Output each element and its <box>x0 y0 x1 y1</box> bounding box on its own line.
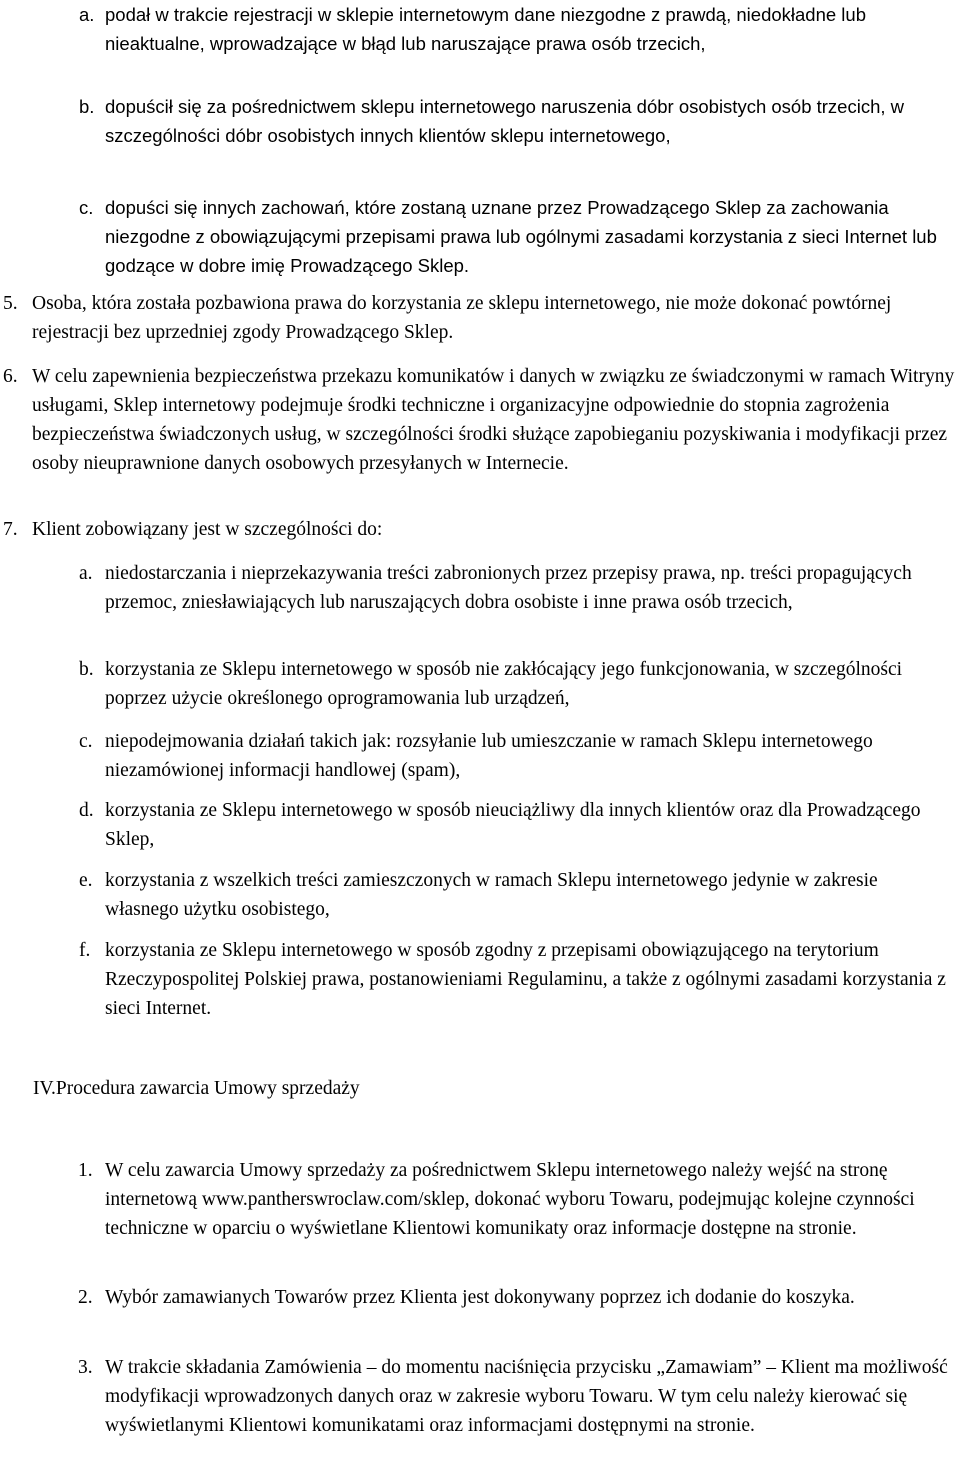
list-marker: b. <box>79 659 94 680</box>
list-item-text: dopuścił się za pośrednictwem sklepu internetowego naruszenia dóbr osobistych osób trzecich, w szczególności dóbr osobistych innych klientów sklepu internetowego, <box>105 96 905 146</box>
list-item-text: niedostarczania i nieprzekazywania treści zabronionych przez przepisy prawa, np. treści propagujących przemoc, zniesławiających lub naruszających dobra osobiste i inne prawa osób trzecich, <box>105 563 912 613</box>
section-heading: IV.Procedura zawarcia Umowy sprzedaży <box>33 1078 360 1099</box>
numbered-paragraph <box>3 362 960 478</box>
list-marker: e. <box>79 870 93 891</box>
list-item <box>79 936 955 1023</box>
list-item <box>79 193 960 280</box>
list-item <box>79 92 955 150</box>
paragraph-text: Klient zobowiązany jest w szczególności do: <box>32 519 383 540</box>
list-item-text: korzystania ze Sklepu internetowego w sposób zgodny z przepisami obowiązującego na terytorium Rzeczypospolitej Polskiej prawa, postanowieniami Regulaminu, a także z ogólnymi zasadami korzystania z sieci Internet. <box>105 940 946 1019</box>
numbered-paragraph <box>3 289 960 347</box>
list-item-text: korzystania ze Sklepu internetowego w sposób nie zakłócający jego funkcjonowania, w szczególności poprzez użycie określonego oprogramowania lub urządzeń, <box>105 659 903 709</box>
paragraph-text: Osoba, która została pozbawiona prawa do korzystania ze sklepu internetowego, nie może dokonać powtórnej rejestracji bez uprzedniej zgody Prowadzącego Sklep. <box>32 293 892 343</box>
list-item-text: korzystania ze Sklepu internetowego w sposób nieuciążliwy dla innych klientów oraz dla Prowadzącego Sklep, <box>105 800 921 850</box>
list-item <box>79 0 955 58</box>
list-marker: c. <box>79 197 94 218</box>
list-item-text: korzystania z wszelkich treści zamieszczonych w ramach Sklepu internetowego jedynie w zakresie własnego użytku osobistego, <box>105 870 878 920</box>
numbered-list-item <box>78 1283 955 1312</box>
list-item <box>79 796 960 854</box>
list-number: 2. <box>78 1287 93 1308</box>
list-item-text: W trakcie składania Zamówienia – do momentu naciśnięcia przycisku „Zamawiam” – Klient ma możliwość modyfikacji wprowadzonych danych oraz w zakresie wyboru Towaru. W tym celu należy kierować się wyświetlanymi Klientowi komunikatami oraz informacjami dostępnymi na stronie. <box>105 1357 948 1436</box>
list-item-text: niepodejmowania działań takich jak: rozsyłanie lub umieszczanie w ramach Sklepu internetowego niezamówionej informacji handlowej (spam), <box>105 731 873 781</box>
list-marker: a. <box>79 563 93 584</box>
list-marker: b. <box>79 96 95 117</box>
paragraph-text: W celu zapewnienia bezpieczeństwa przekazu komunikatów i danych w związku ze świadczonymi w ramach Witryny usługami, Sklep internetowy podejmuje środki techniczne i organizacyjne odpowiednie do stopnia zagrożenia bezpieczeństwa świadczonych usług, w szczególności środki służące zapobieganiu pozyskiwania i modyfikacji przez osoby nieuprawnione danych osobowych przesyłanych w Internecie. <box>32 366 955 474</box>
list-item <box>79 655 960 713</box>
list-item <box>79 559 955 617</box>
numbered-paragraph <box>3 515 960 544</box>
paragraph-number: 6. <box>3 366 18 387</box>
list-item-text: podał w trakcie rejestracji w sklepie internetowym dane niezgodne z prawdą, niedokładne lub nieaktualne, wprowadzające w błąd lub naruszające prawa osób trzecich, <box>105 4 866 54</box>
list-item-text: Wybór zamawianych Towarów przez Klienta jest dokonywany poprzez ich dodanie do koszyka. <box>105 1287 855 1308</box>
list-marker: d. <box>79 800 94 821</box>
list-marker: f. <box>79 940 91 961</box>
list-item <box>79 727 955 785</box>
list-item <box>79 866 955 924</box>
list-number: 3. <box>78 1357 93 1378</box>
list-item-text: W celu zawarcia Umowy sprzedaży za pośrednictwem Sklepu internetowego należy wejść na stronę internetową www.pantherswroclaw.com/sklep, dokonać wyboru Towaru, podejmując kolejne czynności techniczne w oparciu o wyświetlane Klientowi komunikaty oraz informacje dostępne na stronie. <box>105 1160 915 1239</box>
paragraph-number: 7. <box>3 519 18 540</box>
numbered-list-item <box>78 1156 960 1243</box>
list-marker: a. <box>79 4 95 25</box>
list-marker: c. <box>79 731 93 752</box>
list-number: 1. <box>78 1160 93 1181</box>
paragraph-number: 5. <box>3 293 18 314</box>
numbered-list-item <box>78 1353 960 1440</box>
list-item-text: dopuści się innych zachowań, które zostaną uznane przez Prowadzącego Sklep za zachowania niezgodne z obowiązującymi przepisami prawa lub ogólnymi zasadami korzystania z sieci Internet lub godzące w dobre imię Prowadzącego Sklep. <box>105 197 937 276</box>
